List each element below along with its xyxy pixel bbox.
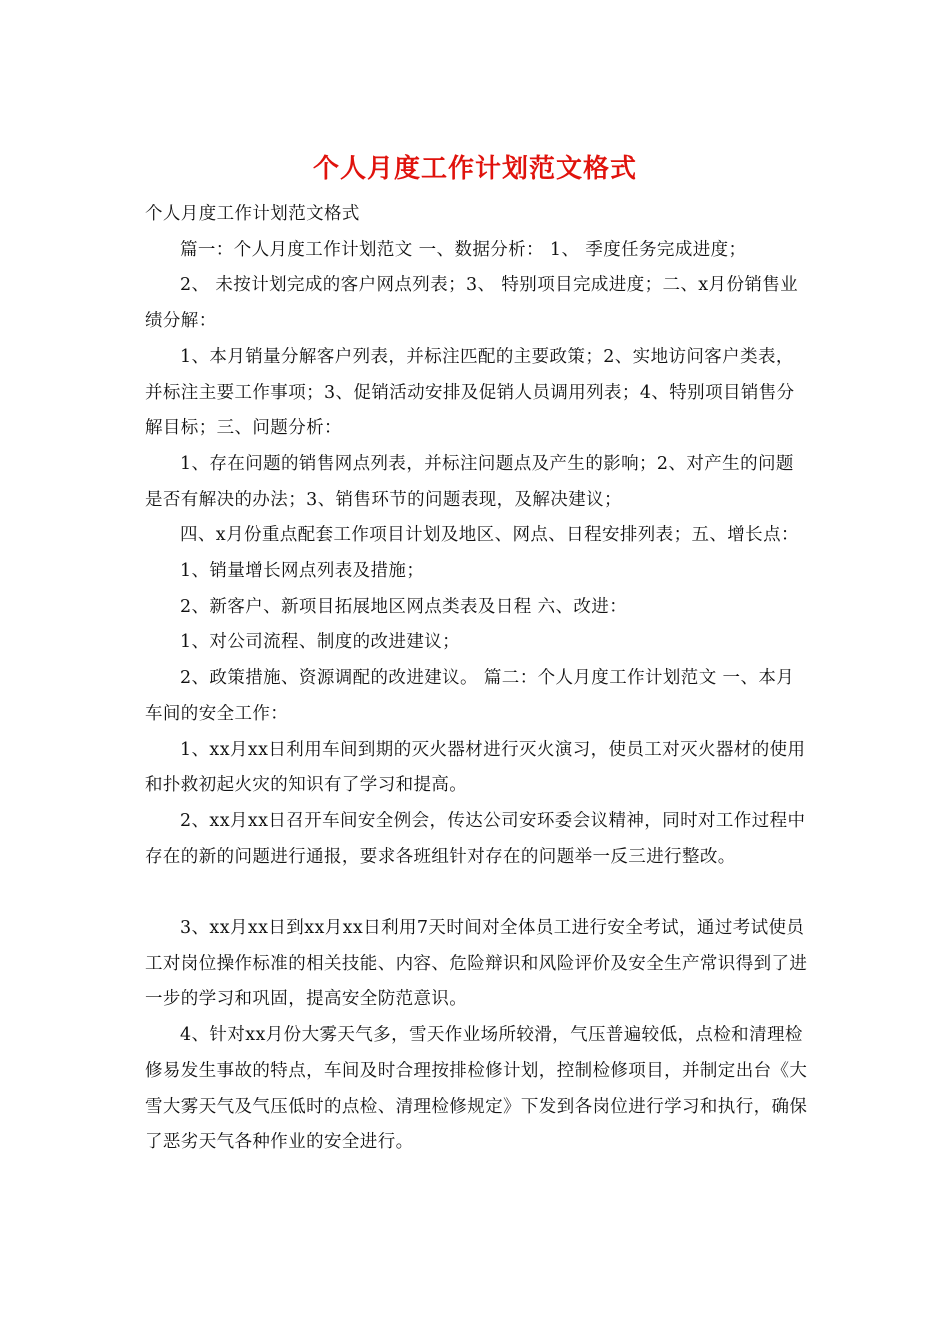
paragraph: 1、存在问题的销售网点列表，并标注问题点及产生的影响；2、对产生的问题是否有解决的办法；3、销售环节的问题表现，及解决建议； — [145, 453, 794, 510]
paragraph: 2、 未按计划完成的客户网点列表；3、 特别项目完成进度；二、x月份销售业绩分解： — [145, 275, 799, 332]
paragraph: 1、销量增长网点列表及措施； — [180, 561, 425, 582]
paragraph: 篇一：个人月度工作计划范文 一、数据分析： 1、 季度任务完成进度； — [180, 239, 747, 260]
paragraph: 1、xx月xx日利用车间到期的灭火器材进行灭火演习，使员工对灭火器材的使用和扑救初起火灾的知识有了学习和提高。 — [145, 739, 806, 796]
paragraph: 3、xx月xx日到xx月xx日利用7天时间对全体员工进行安全考试，通过考试使员工对岗位操作标准的相关技能、内容、危险辩识和风险评价及安全生产常识得到了进一步的学习和巩固，提高安全防范意识。 — [145, 918, 808, 1010]
paragraph: 2、xx月xx日召开车间安全例会，传达公司安环委会议精神，同时对工作过程中存在的新的问题进行通报，要求各班组针对存在的问题举一反三进行整改。 — [145, 810, 806, 867]
paragraph: 四、x月份重点配套工作项目计划及地区、网点、日程安排列表；五、增长点： — [180, 525, 799, 546]
paragraph: 1、对公司流程、制度的改进建议； — [180, 632, 461, 653]
document-title: 个人月度工作计划范文格式 — [312, 154, 637, 184]
paragraph-subtitle: 个人月度工作计划范文格式 — [145, 204, 360, 224]
document-body — [145, 197, 810, 1161]
paragraph: 1、本月销量分解客户列表，并标注匹配的主要政策；2、实地访问客户类表，并标注主要工作事项；3、促销活动安排及促销人员调用列表；4、特别项目销售分解目标；三、问题分析： — [145, 346, 795, 439]
paragraph: 2、政策措施、资源调配的改进建议。 篇二：个人月度工作计划范文 一、本月车间的安全工作： — [145, 668, 795, 724]
paragraph: 4、针对xx月份大雾天气多，雪天作业场所较滑，气压普遍较低，点检和清理检修易发生事故的特点，车间及时合理按排检修计划，控制检修项目，并制定出台《大雪大雾天气及气压低时的点检、清理检修规定》下发到各岗位进行学习和执行，确保了恶劣天气各种作业的安全进行。 — [145, 1025, 808, 1153]
paragraph: 2、新客户、新项目拓展地区网点类表及日程 六、改进： — [180, 596, 628, 617]
